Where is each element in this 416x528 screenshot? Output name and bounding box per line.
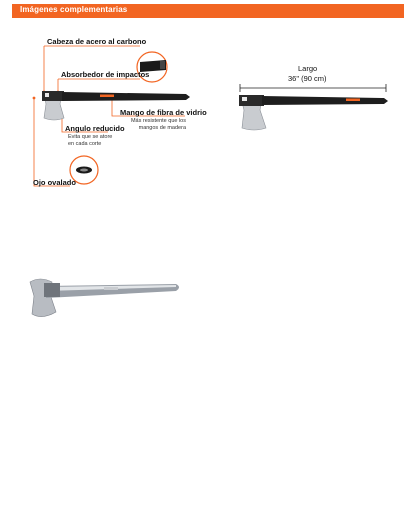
callout-angle-note (68, 134, 112, 148)
callout-handle-note-line-1: Más resistente que los (130, 118, 186, 124)
callout-handle-note-line-2: mangos de madera (138, 125, 186, 131)
callout-handle-note (126, 118, 186, 132)
callout-angle-label: Angulo reducido (65, 124, 125, 133)
length-measure: 36" (90 cm) (288, 74, 327, 83)
dimension-line (240, 84, 386, 92)
callout-angle-note-line-1: Evita que se atore (68, 134, 113, 140)
axe-photo (30, 279, 179, 317)
callout-eye-label: Ojo ovalado (33, 178, 76, 187)
axe-large (239, 95, 388, 130)
callout-handle-label: Mango de fibra de vidrio (120, 108, 207, 117)
callout-angle-note-line-2: en cada corte (68, 141, 102, 147)
callout-absorber-label: Absorbedor de impactos (61, 70, 150, 79)
callout-head-label: Cabeza de acero al carbono (47, 37, 147, 46)
length-label: Largo (298, 64, 318, 73)
section-title: Imágenes complementarias (20, 5, 128, 14)
length-diagram (239, 84, 388, 130)
